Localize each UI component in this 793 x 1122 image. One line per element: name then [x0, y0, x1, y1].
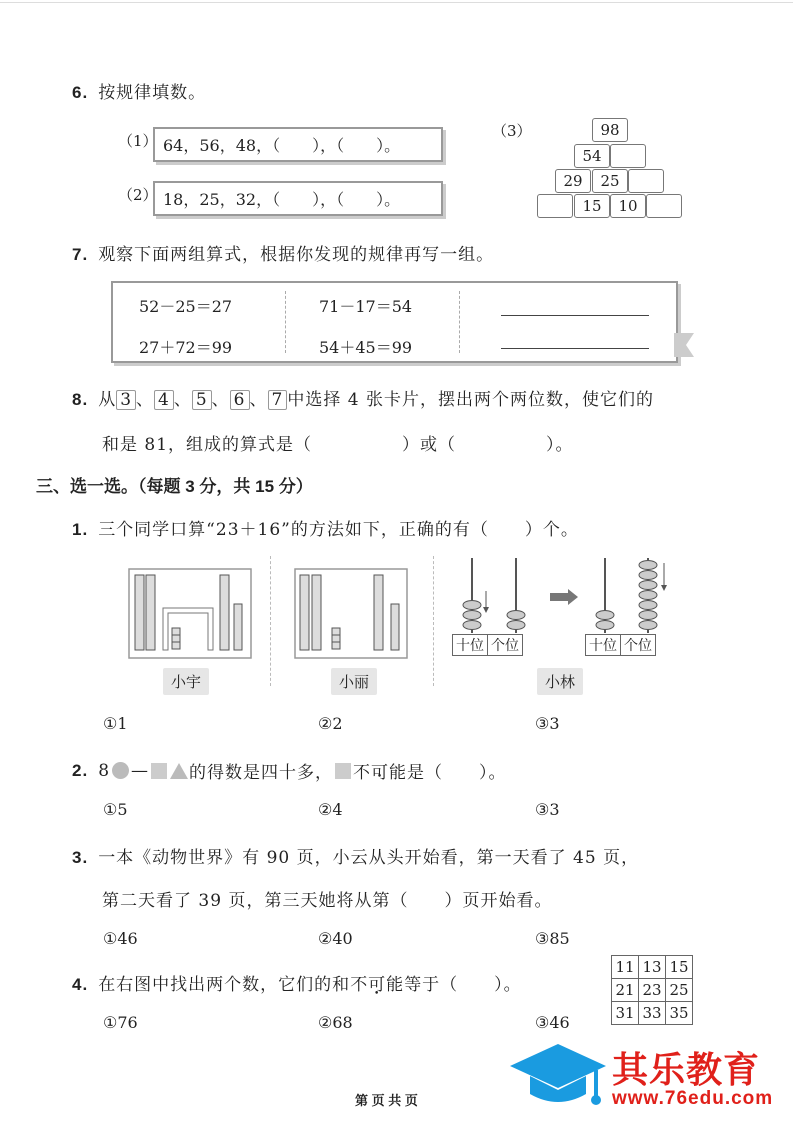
option-3[interactable]: ③85	[535, 929, 570, 948]
select-question-3	[72, 843, 639, 868]
select-question-3-line2: 第二天看了 39 页，第三天她将从第（ ）页开始看。	[102, 891, 553, 911]
minus-sign: —	[131, 760, 150, 781]
separator: 、	[211, 390, 230, 410]
question-number: 8.	[72, 390, 89, 409]
question-number: 2.	[72, 760, 89, 780]
separator: 、	[249, 390, 268, 410]
square-shape	[335, 763, 351, 779]
pyramid-cell: 10	[610, 194, 646, 218]
question-text: 按规律填数。	[98, 83, 207, 103]
equation: 54＋45＝99	[319, 338, 413, 357]
xiaoli-blocks-figure	[294, 568, 409, 660]
option-1[interactable]: ①1	[103, 714, 128, 733]
name-tag-xiaoyu: 小宇	[163, 668, 209, 695]
question-text: 观察下面两组算式，根据你发现的规律再写一组。	[98, 245, 495, 265]
xiaolin-abacus-figure	[450, 553, 680, 638]
ribbon-tail	[674, 333, 694, 357]
question-8-line2: 和是 81，组成的算式是（ ）或（ ）。	[102, 435, 574, 455]
select-question-2	[72, 758, 507, 783]
answer-line[interactable]	[501, 315, 649, 316]
circle-shape	[112, 762, 129, 779]
logo-url: www.76edu.com	[612, 1088, 774, 1109]
option-3[interactable]: ③46	[535, 1013, 570, 1032]
option-3[interactable]: ③3	[535, 800, 560, 819]
option-2[interactable]: ②40	[318, 929, 353, 948]
grid-cell: 15	[666, 956, 693, 979]
question-number: 7.	[72, 245, 89, 264]
question-8	[72, 385, 654, 410]
question-text: 8	[98, 760, 111, 781]
number-grid	[611, 955, 693, 1025]
pyramid-cell: 98	[592, 118, 628, 142]
pyramid-cell-blank[interactable]	[610, 144, 646, 168]
square-shape	[151, 763, 167, 779]
pyramid-cell-blank[interactable]	[646, 194, 682, 218]
number-card: 4	[154, 390, 174, 410]
grid-cell: 35	[666, 1002, 693, 1025]
option-2[interactable]: ②2	[318, 714, 343, 733]
logo-name: 其乐教育	[612, 1050, 761, 1091]
q6-part2-sequence: 18，25，32，（ ），（ ）。	[153, 181, 443, 216]
question-number: 4.	[72, 975, 89, 994]
option-2[interactable]: ②68	[318, 1013, 353, 1032]
equation: 27＋72＝99	[139, 338, 233, 357]
pyramid-cell-blank[interactable]	[537, 194, 573, 218]
q6-part3-label: （3）	[492, 122, 532, 140]
equation: 71－17＝54	[319, 297, 413, 316]
number-card: 7	[268, 390, 288, 410]
grid-cell: 21	[612, 979, 639, 1002]
name-tag-xiaoli: 小丽	[331, 668, 377, 695]
separator: 、	[136, 390, 155, 410]
pyramid-cell-blank[interactable]	[628, 169, 664, 193]
question-text: 是（ ）。	[407, 763, 507, 783]
pyramid-cell: 29	[555, 169, 591, 193]
q6-part2-label: （2）	[118, 186, 158, 204]
question-number: 1.	[72, 520, 89, 539]
top-edge-line	[0, 2, 793, 3]
select-question-1	[72, 515, 579, 540]
emphasis-text: 不可能 •	[353, 758, 407, 783]
question-text: 等于（ ）。	[404, 975, 522, 995]
number-card: 6	[230, 390, 250, 410]
page-footer: 第 页 共 页	[355, 1093, 418, 1108]
xiaoyu-blocks-figure	[128, 568, 253, 660]
option-1[interactable]: ①76	[103, 1013, 138, 1032]
equation-panel	[111, 281, 678, 363]
number-card: 5	[192, 390, 212, 410]
grid-cell: 13	[639, 956, 666, 979]
abacus-label-right	[585, 634, 656, 656]
name-tag-xiaolin: 小林	[537, 668, 583, 695]
answer-line[interactable]	[501, 348, 649, 349]
question-text: 一本《动物世界》有 90 页，小云从头开始看，第一天看了 45 页，	[98, 848, 640, 868]
option-1[interactable]: ①5	[103, 800, 128, 819]
tens-label: 十位	[585, 634, 621, 656]
q6-part1-label: （1）	[118, 132, 158, 150]
question-text: 的得数是四十多，	[189, 763, 334, 783]
question-number: 6.	[72, 83, 89, 102]
separator: 、	[173, 390, 192, 410]
graduation-cap-icon	[508, 1042, 608, 1112]
equation: 52－25＝27	[139, 297, 233, 316]
grid-cell: 33	[639, 1002, 666, 1025]
question-text: 在右图中找出两个数，它们的和	[98, 975, 351, 995]
triangle-shape	[169, 762, 189, 780]
question-6	[72, 78, 206, 103]
question-number: 3.	[72, 848, 89, 867]
grid-cell: 31	[612, 1002, 639, 1025]
abacus-label-left	[452, 634, 523, 656]
option-2[interactable]: ②4	[318, 800, 343, 819]
ones-label: 个位	[621, 634, 656, 656]
option-1[interactable]: ①46	[103, 929, 138, 948]
q6-part1-sequence: 64，56，48，（ ），（ ）。	[153, 127, 443, 162]
option-3[interactable]: ③3	[535, 714, 560, 733]
tens-label: 十位	[452, 634, 488, 656]
emphasis-text: 不可能	[350, 975, 405, 995]
pyramid-cell: 54	[574, 144, 610, 168]
pyramid-cell: 25	[592, 169, 628, 193]
question-text: 三个同学口算“23＋16”的方法如下，正确的有（ ）个。	[98, 520, 579, 540]
divider	[270, 556, 271, 686]
divider	[433, 556, 434, 686]
pyramid-cell: 15	[574, 194, 610, 218]
divider	[459, 291, 460, 353]
question-text: 从	[98, 390, 117, 410]
number-card: 3	[116, 390, 136, 410]
grid-cell: 23	[639, 979, 666, 1002]
section-title: 三、选一选。（每题 3 分，共 15 分）	[36, 477, 313, 496]
grid-cell: 11	[612, 956, 639, 979]
select-question-4	[72, 970, 522, 995]
question-7	[72, 240, 494, 265]
ones-label: 个位	[488, 634, 523, 656]
divider	[285, 291, 286, 353]
question-text: 中选择 4 张卡片，摆出两个两位数，使它们的	[287, 390, 654, 410]
grid-cell: 25	[666, 979, 693, 1002]
